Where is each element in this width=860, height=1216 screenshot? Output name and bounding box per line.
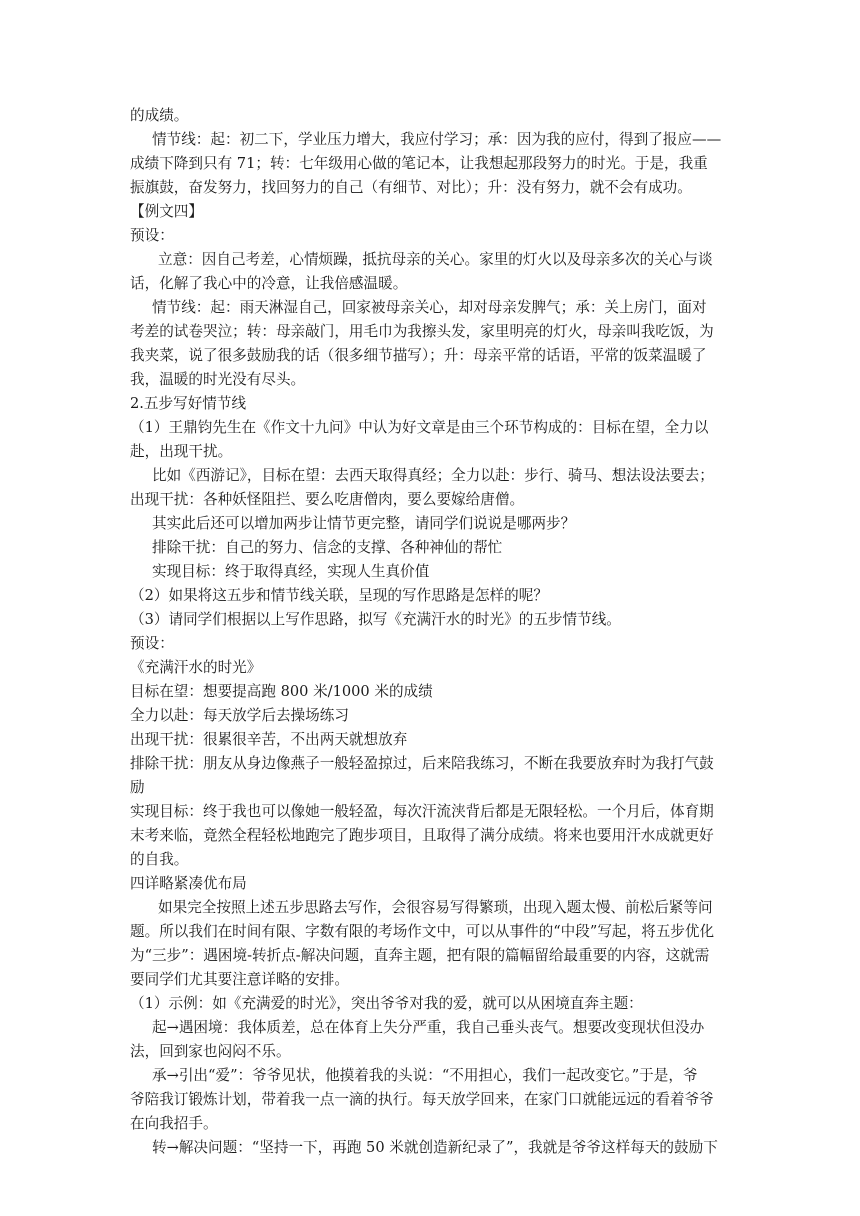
text-line: 话，化解了我心中的冷意，让我倍感温暖。: [130, 275, 408, 292]
text-line: 出现干扰：各种妖怪阻拦、要么吃唐僧肉，要么要嫁给唐僧。: [130, 491, 525, 508]
text-line: 成绩下降到只有 71；转：七年级用心做的笔记本，让我想起那段努力的时光。于是，我重: [130, 155, 708, 172]
text-line: 的成绩。: [130, 107, 189, 124]
text-line: 振旗鼓，奋发努力，找回努力的自己（有细节、对比）；升：没有努力，就不会有成功。: [130, 179, 692, 196]
text-line: 情节线：起：初二下，学业压力增大，我应付学习；承：因为我的应付，得到了报应——: [152, 131, 722, 148]
text-line: 题。所以我们在时间有限、字数有限的考场作文中，可以从事件的“中段”写起，将五步优化: [130, 923, 715, 940]
text-line: 排除干扰：自己的努力、信念的支撑、各种神仙的帮忙: [152, 539, 503, 556]
text-line: 在向我招手。: [130, 1115, 218, 1132]
text-line: 励: [130, 779, 145, 796]
text-line: 我，温暖的时光没有尽头。: [130, 371, 306, 388]
text-line: 其实此后还可以增加两步让情节更完整，请同学们说说是哪两步？: [152, 515, 576, 532]
text-line: 起→遇困境：我体质差，总在体育上失分严重，我自己垂头丧气。想要改变现状但没办: [152, 1019, 705, 1036]
text-line: 预设：: [130, 635, 174, 652]
text-line: 法，回到家也闷闷不乐。: [130, 1043, 291, 1060]
text-line: 全力以赴：每天放学后去操场练习: [130, 707, 349, 724]
text-line: 考差的试卷哭泣；转：母亲敲门，用毛巾为我擦头发，家里明亮的灯火，母亲叫我吃饭，为: [130, 323, 714, 340]
text-line: 实现目标：终于我也可以像她一般轻盈，每次汗流浃背后都是无限轻松。一个月后，体育期: [130, 803, 714, 820]
text-line: 目标在望：想要提高跑 800 米/1000 米的成绩: [130, 683, 433, 700]
text-line: 承→引出“爱”：爷爷见状，他摸着我的头说：“不用担心，我们一起改变它。”于是，爷: [152, 1067, 698, 1084]
text-line: 比如《西游记》，目标在望：去西天取得真经；全力以赴：步行、骑马、想法设法要去；: [152, 467, 714, 484]
text-line: 爷陪我订锻炼计划，带着我一点一滴的执行。每天放学回来，在家门口就能远远的看着爷爷: [130, 1091, 714, 1108]
text-line: 为“三步”：遇困境-转折点-解决问题，直奔主题，把有限的篇幅留给最重要的内容，这就需: [130, 947, 710, 964]
text-line: 实现目标：终于取得真经，实现人生真价值: [152, 563, 430, 580]
text-line: 情节线：起：雨天淋湿自己，回家被母亲关心，却对母亲发脾气；承：关上房门，面对: [152, 299, 707, 316]
text-line: （2）如果将这五步和情节线关联，呈现的写作思路是怎样的呢？: [130, 587, 548, 604]
text-line: （3）请同学们根据以上写作思路，拟写《充满汗水的时光》的五步情节线。: [130, 611, 621, 628]
section-heading: 四详略紧凑优布局: [130, 875, 247, 892]
text-line: （1）示例：如《充满爱的时光》，突出爷爷对我的爱，就可以从困境直奔主题：: [130, 995, 643, 1012]
section-heading: 【例文四】: [130, 203, 203, 220]
text-line: 的自我。: [130, 851, 189, 868]
text-line: 要同学们尤其要注意详略的安排。: [130, 971, 349, 988]
text-line: 出现干扰：很累很辛苦，不出两天就想放弃: [130, 731, 408, 748]
section-heading: 2.五步写好情节线: [130, 395, 247, 412]
text-line: 如果完全按照上述五步思路去写作，会很容易写得繁琐，出现入题太慢、前松后紧等问: [158, 899, 713, 916]
text-line: 《充满汗水的时光》: [130, 659, 262, 676]
text-line: 排除干扰：朋友从身边像燕子一般轻盈掠过，后来陪我练习，不断在我要放弃时为我打气鼓: [130, 755, 714, 772]
text-line: 立意：因自己考差，心情烦躁，抵抗母亲的关心。家里的灯火以及母亲多次的关心与谈: [158, 251, 713, 268]
text-line: 预设：: [130, 227, 174, 244]
text-line: 转→解决问题：“坚持一下，再跑 50 米就创造新纪录了”，我就是爷爷这样每天的鼓励下: [152, 1139, 718, 1156]
text-line: （1）王鼎钧先生在《作文十九问》中认为好文章是由三个环节构成的：目标在望，全力以: [130, 419, 709, 436]
text-line: 末考来临，竟然全程轻松地跑完了跑步项目，且取得了满分成绩。将来也要用汗水成就更好: [130, 827, 714, 844]
text-line: 赴，出现干扰。: [130, 443, 233, 460]
text-line: 我夹菜，说了很多鼓励我的话（很多细节描写）；升：母亲平常的话语，平常的饭菜温暖了: [130, 347, 707, 364]
